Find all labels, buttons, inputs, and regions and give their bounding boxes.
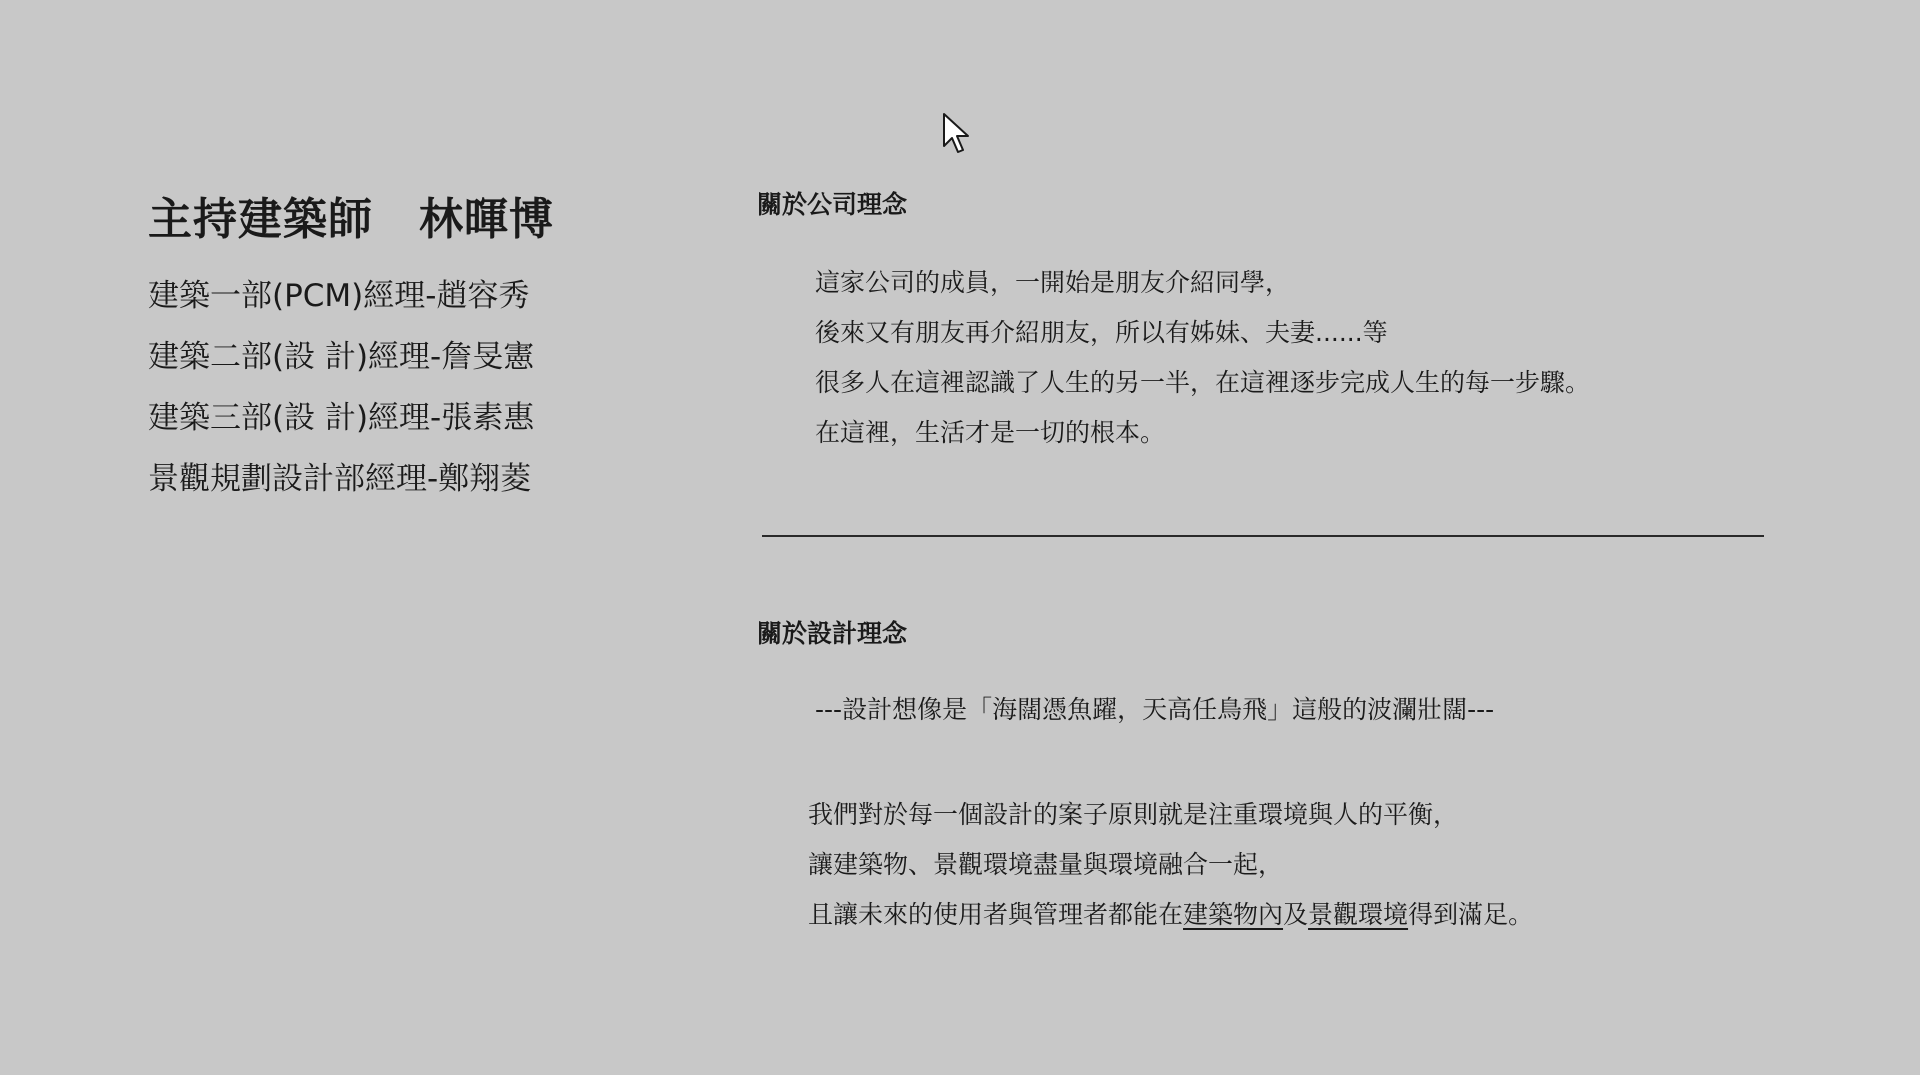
- manager-item: 建築三部(設 計)經理-張素惠: [148, 400, 535, 436]
- design-philosophy-text: [808, 790, 1533, 940]
- design-philosophy-heading: 關於設計理念: [757, 619, 908, 648]
- manager-item: 建築二部(設 計)經理-詹旻憲: [148, 339, 535, 375]
- paragraph-line: 在這裡，生活才是一切的根本。: [815, 418, 1166, 447]
- company-philosophy-heading: 關於公司理念: [757, 190, 908, 219]
- architect-role: 主持建築師: [148, 194, 373, 245]
- manager-list: [148, 276, 628, 499]
- underlined-landscape-text: 景觀環境: [1308, 900, 1409, 929]
- section-divider: [762, 535, 1764, 537]
- principal-architect-title: [148, 190, 628, 250]
- line-join: 及: [1283, 900, 1309, 929]
- line-prefix: 且讓未來的使用者與管理者都能在: [808, 900, 1184, 929]
- team-column: [148, 190, 628, 520]
- company-philosophy-text: [815, 258, 1590, 458]
- paragraph-line: 我們對於每一個設計的案子原則就是注重環境與人的平衡，: [808, 800, 1459, 829]
- design-tagline: ---設計想像是「海闊憑魚躍，天高任鳥飛」這般的波瀾壯闊---: [815, 695, 1495, 724]
- paragraph-line: 後來又有朋友再介紹朋友，所以有姊妹、夫妻......等: [815, 318, 1388, 347]
- paragraph-line: 讓建築物、景觀環境盡量與環境融合一起，: [808, 850, 1284, 879]
- paragraph-line: 這家公司的成員，一開始是朋友介紹同學，: [815, 268, 1291, 297]
- paragraph-line-last: [808, 890, 1533, 940]
- architect-name: 林暉博: [419, 194, 554, 245]
- paragraph-line: 很多人在這裡認識了人生的另一半，在這裡逐步完成人生的每一步驟。: [815, 368, 1591, 397]
- manager-item: 景觀規劃設計部經理-鄭翔菱: [148, 461, 532, 497]
- underlined-building-text: 建築物內: [1183, 900, 1284, 929]
- mouse-pointer-icon: [942, 112, 976, 158]
- manager-item: 建築一部(PCM)經理-趙容秀: [148, 278, 530, 314]
- line-suffix: 得到滿足。: [1408, 900, 1534, 929]
